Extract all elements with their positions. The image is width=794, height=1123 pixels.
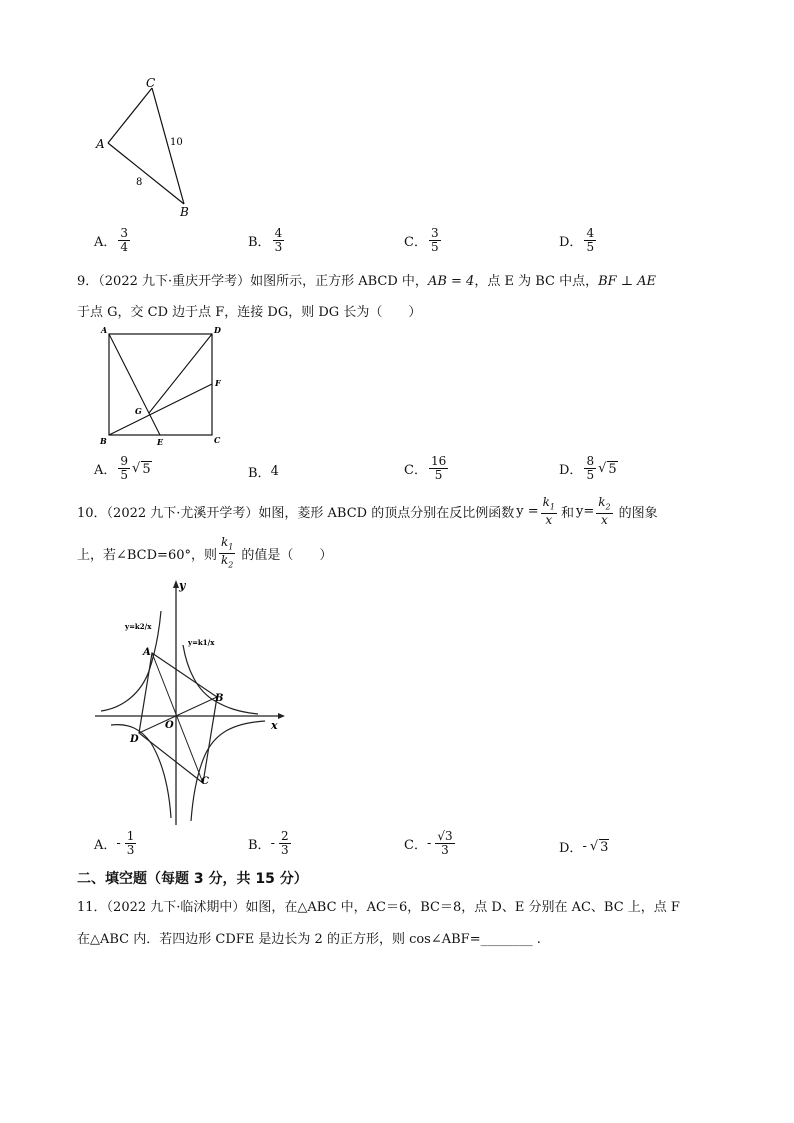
rhombus-label-d: D: [130, 734, 139, 745]
sq-label-a: A: [101, 325, 108, 335]
side-ab-length: 8: [136, 177, 143, 188]
sq-label-c: C: [214, 435, 221, 445]
curve-label-k1: y=k1/x: [188, 638, 215, 647]
rhombus-label-c: C: [201, 776, 209, 787]
q10-option-c[interactable]: C． - $\frac{√3}{3}$: [404, 829, 453, 857]
q8-option-b[interactable]: B． $\frac{4}{3}$: [248, 226, 283, 254]
square-abcd-figure: [96, 324, 226, 449]
triangle-abc-figure: [90, 75, 200, 220]
q9-option-a[interactable]: A． $\frac{9}{5}$ √ 5: [94, 454, 151, 482]
q9-stem-line2: 于点 G，交 CD 边于点 F，连接 DG，则 DG 长为（ ）: [77, 305, 422, 320]
origin-label: O: [165, 720, 174, 731]
q11-stem-line2: 在△ABC 内．若四边形 CDFE 是边长为 2 的正方形，则 cos∠ABF=________ .: [77, 932, 541, 947]
q10-option-d[interactable]: D． - √ 3: [559, 839, 609, 856]
q8-option-d[interactable]: D． $\frac{4}{5}$: [559, 226, 595, 254]
sq-label-f: F: [215, 378, 221, 388]
vertex-label-a: A: [96, 137, 105, 151]
sq-label-d: D: [214, 325, 221, 335]
sq-label-b: B: [100, 436, 107, 446]
q9-stem-line1: 9．（2022 九下·重庆开学考）如图所示，正方形 ABCD 中，AB = 4，点 E 为 BC 中点，BF ⊥ AE: [77, 274, 657, 289]
sq-label-g: G: [135, 406, 142, 416]
vertex-label-c: C: [146, 76, 156, 90]
rhombus-hyperbola-figure: [93, 573, 288, 828]
vertex-label-b: B: [180, 205, 189, 219]
q10-option-b[interactable]: B． - $\frac{2}{3}$: [248, 829, 289, 857]
q11-stem-line1: 11．（2022 九下·临沭期中）如图，在△ABC 中，AC＝6，BC＝8，点 D、E 分别在 AC、BC 上，点 F: [77, 900, 680, 915]
q8-option-c[interactable]: C． $\frac{3}{5}$: [404, 226, 439, 254]
curve-label-k2: y=k2/x: [125, 622, 152, 631]
sq-label-e: E: [157, 437, 164, 447]
q10-option-a[interactable]: A． - $\frac{1}{3}$: [94, 829, 135, 857]
q9-option-c[interactable]: C． $\frac{16}{5}$: [404, 454, 447, 482]
q10-stem-line1: 10．（2022 九下·尤溪开学考）如图，菱形 ABCD 的顶点分别在反比例函数 y = $\frac{k_1}{x}$ 和 y= $\frac{k_2}{x}$ 的图象: [77, 495, 658, 528]
axis-label-x: x: [271, 719, 278, 732]
rhombus-label-b: B: [215, 693, 224, 704]
q9-option-d[interactable]: D． $\frac{8}{5}$ √ 5: [559, 454, 617, 482]
section-title-fill-in: 二、填空题（每题 3 分，共 15 分）: [77, 871, 308, 887]
q10-stem-line2: 上，若∠BCD=60°，则 $\frac{k_1}{k_2}$ 的值是（ ）: [77, 535, 333, 570]
q8-option-a[interactable]: A． $\frac{3}{4}$: [94, 226, 129, 254]
side-ac-length: 10: [170, 137, 183, 148]
rhombus-label-a: A: [143, 647, 151, 658]
axis-label-y: y: [179, 579, 186, 592]
q9-option-b[interactable]: B． 4: [248, 464, 279, 481]
